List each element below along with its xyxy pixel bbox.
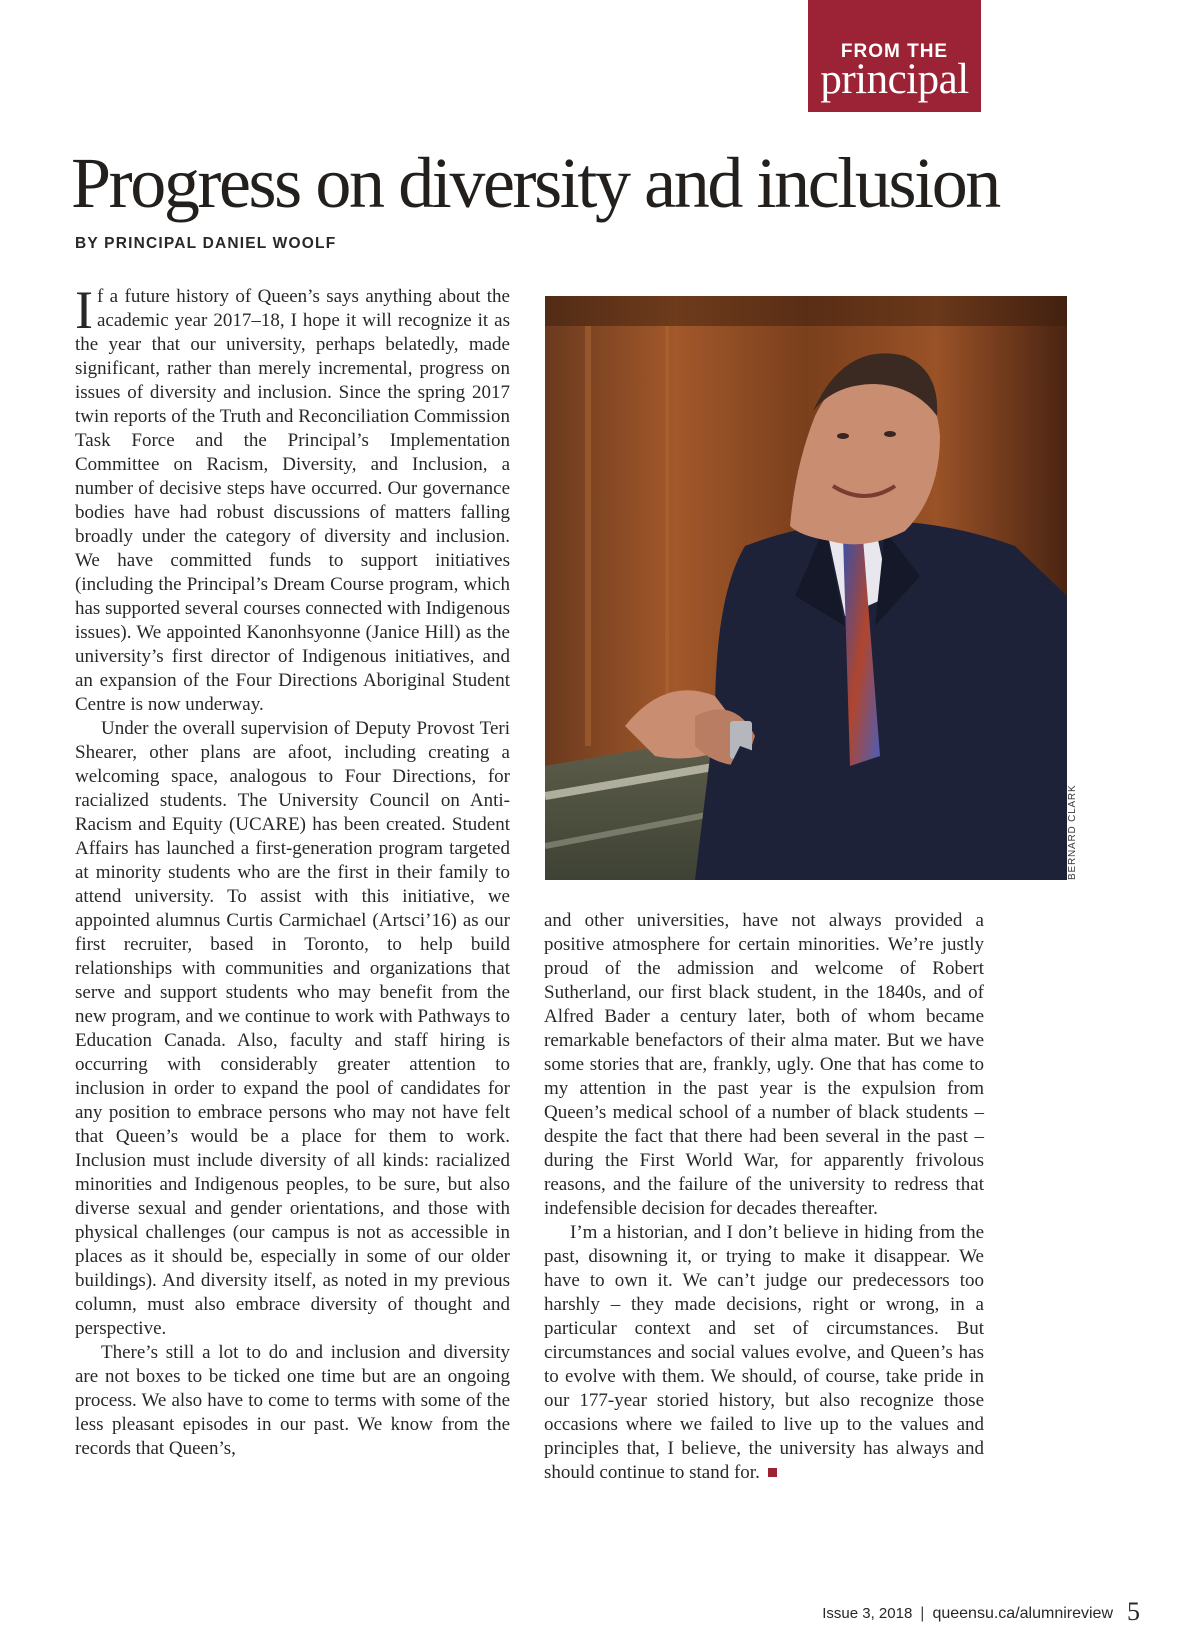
text-column-left xyxy=(75,280,510,1461)
paragraph-4 xyxy=(544,1221,984,1485)
page-number: 5 xyxy=(1127,1597,1140,1626)
text-column-right xyxy=(544,909,984,1485)
section-tab xyxy=(808,0,981,112)
footer-separator: | xyxy=(920,1605,925,1622)
photo-credit: BERNARD CLARK xyxy=(1067,784,1078,880)
drop-cap: I xyxy=(75,280,93,340)
paragraph-4-text: I’m a historian, and I don’t believe in hiding from the past, disowning it, or trying to make it disappear. We have to own it. We can’t judge our predecessors too harshly – they made decisions, right or wrong, in a particular context and set of circumstances. But circumstances and social values evolve, and Queen’s has to evolve with them. We should, of course, take pride in our 177-year storied history, but also recognize those occasions where we failed to live up to the values and principles that, I believe, the university has always and should continue to stand for. xyxy=(544,1222,984,1483)
paragraph-3-continued: and other universities, have not always provided a positive atmosphere for certain minorities. We’re justly proud of the admission and welcome of Robert Sutherland, our first black student, in the 1840s, and of Alfred Bader a century later, both of whom became remarkable benefactors of their alma mater. But we have some stories that are, frankly, ugly. One that has come to my attention in the past year is the expulsion from Queen’s medical school of a number of black students – despite the fact that there had been several in the past – during the First World War, for apparently frivolous reasons, and the failure of the university to redress that indefensible decision for decades thereafter. xyxy=(544,910,984,1219)
paragraph-1-text: f a future history of Queen’s says anything about the academic year 2017–18, I hope it will recognize it as the year that our university, perhaps belatedly, made significant, rather than merely incremental, progress on issues of diversity and inclusion. Since the spring 2017 twin reports of the Truth and Reconciliation Commission Task Force and the Principal’s Implementation Committee on Racism, Diversity, and Inclusion, a number of decisive steps have occurred. Our governance bodies have had robust discussions of matters falling broadly under the category of diversity and inclusion. We have committed funds to support initiatives (including the Principal’s Dream Course program, which has supported several courses connected with Indigenous issues). We appointed Kanonhsyonne (Janice Hill) as the university’s first director of Indigenous initiatives, and an expansion of the Four Directions Aboriginal Student Centre is now underway. xyxy=(75,286,510,715)
paragraph-2: Under the overall supervision of Deputy Provost Teri Shearer, other plans are afoot, including creating a welcoming space, analogous to Four Directions, for racialized students. The University Council on Anti-Racism and Equity (UCARE) has been created. Student Affairs has launched a first-generation program targeted at minority students who are the first in their family to attend university. To assist with this initiative, we appointed alumnus Curtis Carmichael (Artsci’16) as our first recruiter, based in Toronto, to help build relationships with communities and organizations that serve and support students who may benefit from the new program, and we continue to work with Pathways to Education Canada. Also, faculty and staff hiring is occurring with considerably greater attention to inclusion in order to expand the pool of candidates for any position to embrace persons who may not have felt that Queen’s would be a place for them to work. Inclusion must include diversity of all kinds: racialized minorities and Indigenous peoples, to be sure, but also diverse sexual and gender orientations, and those with physical challenges (our campus is not as accessible in places as it should be, especially in some of our older buildings). And diversity itself, as noted in my previous column, must also embrace diversity of thought and perspective. xyxy=(75,718,510,1339)
paragraph-3: There’s still a lot to do and inclusion and diversity are not boxes to be ticked one time but are an ongoing process. We also have to come to terms with some of the less pleasant episodes in our past. We know from the records that Queen’s, xyxy=(75,1342,510,1459)
site-url: queensu.ca/alumnireview xyxy=(932,1605,1113,1622)
article-title: Progress on diversity and inclusion xyxy=(71,143,999,223)
page-footer xyxy=(822,1597,1140,1627)
portrait-illustration xyxy=(545,296,1067,880)
section-kicker: FROM THE xyxy=(840,41,949,62)
issue-label: Issue 3, 2018 xyxy=(822,1605,913,1622)
paragraph-1 xyxy=(75,280,510,717)
section-name: principal xyxy=(820,56,969,103)
end-mark-icon xyxy=(768,1468,777,1477)
principal-photo xyxy=(545,296,1067,880)
byline: BY PRINCIPAL DANIEL WOOLF xyxy=(75,235,337,252)
